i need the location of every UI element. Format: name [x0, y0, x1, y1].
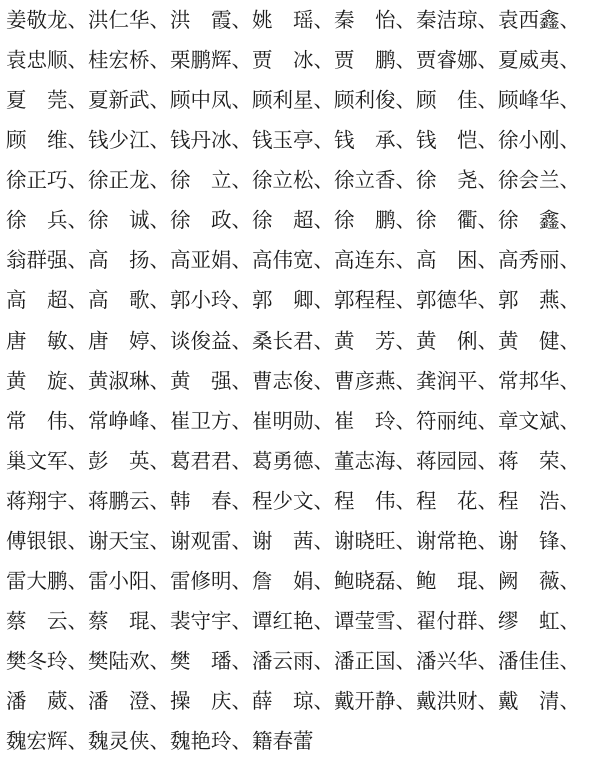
name-line: 徐正巧、徐正龙、徐 立、徐立松、徐立香、徐 尧、徐会兰、	[6, 168, 580, 193]
name-line: 翁群强、高 扬、高亚娟、高伟宽、高连东、高 困、高秀丽、	[6, 248, 580, 273]
name-line: 姜敬龙、洪仁华、洪 霞、姚 瑶、秦 怡、秦洁琼、袁西鑫、	[6, 7, 580, 32]
name-line: 夏 莞、夏新武、顾中凤、顾利星、顾利俊、顾 佳、顾峰华、	[6, 87, 580, 112]
name-line: 蔡 云、蔡 琨、裴守宇、谭红艳、谭莹雪、翟付群、缪 虹、	[6, 609, 580, 634]
name-line: 蒋翔宇、蒋鹏云、韩 春、程少文、程 伟、程 花、程 浩、	[6, 488, 580, 513]
name-line: 袁忠顺、桂宏桥、栗鹏辉、贾 冰、贾 鹏、贾睿娜、夏威夷、	[6, 47, 580, 72]
name-line: 傅银银、谢天宝、谢观雷、谢 茜、谢晓旺、谢常艳、谢 锋、	[6, 529, 580, 554]
name-line: 顾 维、钱少江、钱丹冰、钱玉亭、钱 承、钱 恺、徐小刚、	[6, 128, 580, 153]
name-line: 潘 葳、潘 澄、操 庆、薛 琼、戴开静、戴洪财、戴 清、	[6, 689, 580, 714]
name-line: 高 超、高 歌、郭小玲、郭 卿、郭程程、郭德华、郭 燕、	[6, 288, 580, 313]
name-line: 魏宏辉、魏灵侠、魏艳玲、籍春蕾	[6, 729, 314, 754]
name-line: 黄 旋、黄淑琳、黄 强、曹志俊、曹彦燕、龚润平、常邦华、	[6, 368, 580, 393]
name-line: 巢文军、彭 英、葛君君、葛勇德、董志海、蒋园园、蒋 荣、	[6, 448, 580, 473]
name-line: 常 伟、常峥峰、崔卫方、崔明勋、崔 玲、符丽纯、章文斌、	[6, 408, 580, 433]
name-line: 唐 敏、唐 婷、谈俊益、桑长君、黄 芳、黄 俐、黄 健、	[6, 328, 580, 353]
name-line: 徐 兵、徐 诚、徐 政、徐 超、徐 鹏、徐 衢、徐 鑫、	[6, 208, 580, 233]
name-line: 樊冬玲、樊陆欢、樊 璠、潘云雨、潘正国、潘兴华、潘佳佳、	[6, 649, 580, 674]
name-list	[6, 0, 598, 762]
name-line: 雷大鹏、雷小阳、雷修明、詹 娟、鲍晓磊、鲍 琨、阙 薇、	[6, 569, 580, 594]
